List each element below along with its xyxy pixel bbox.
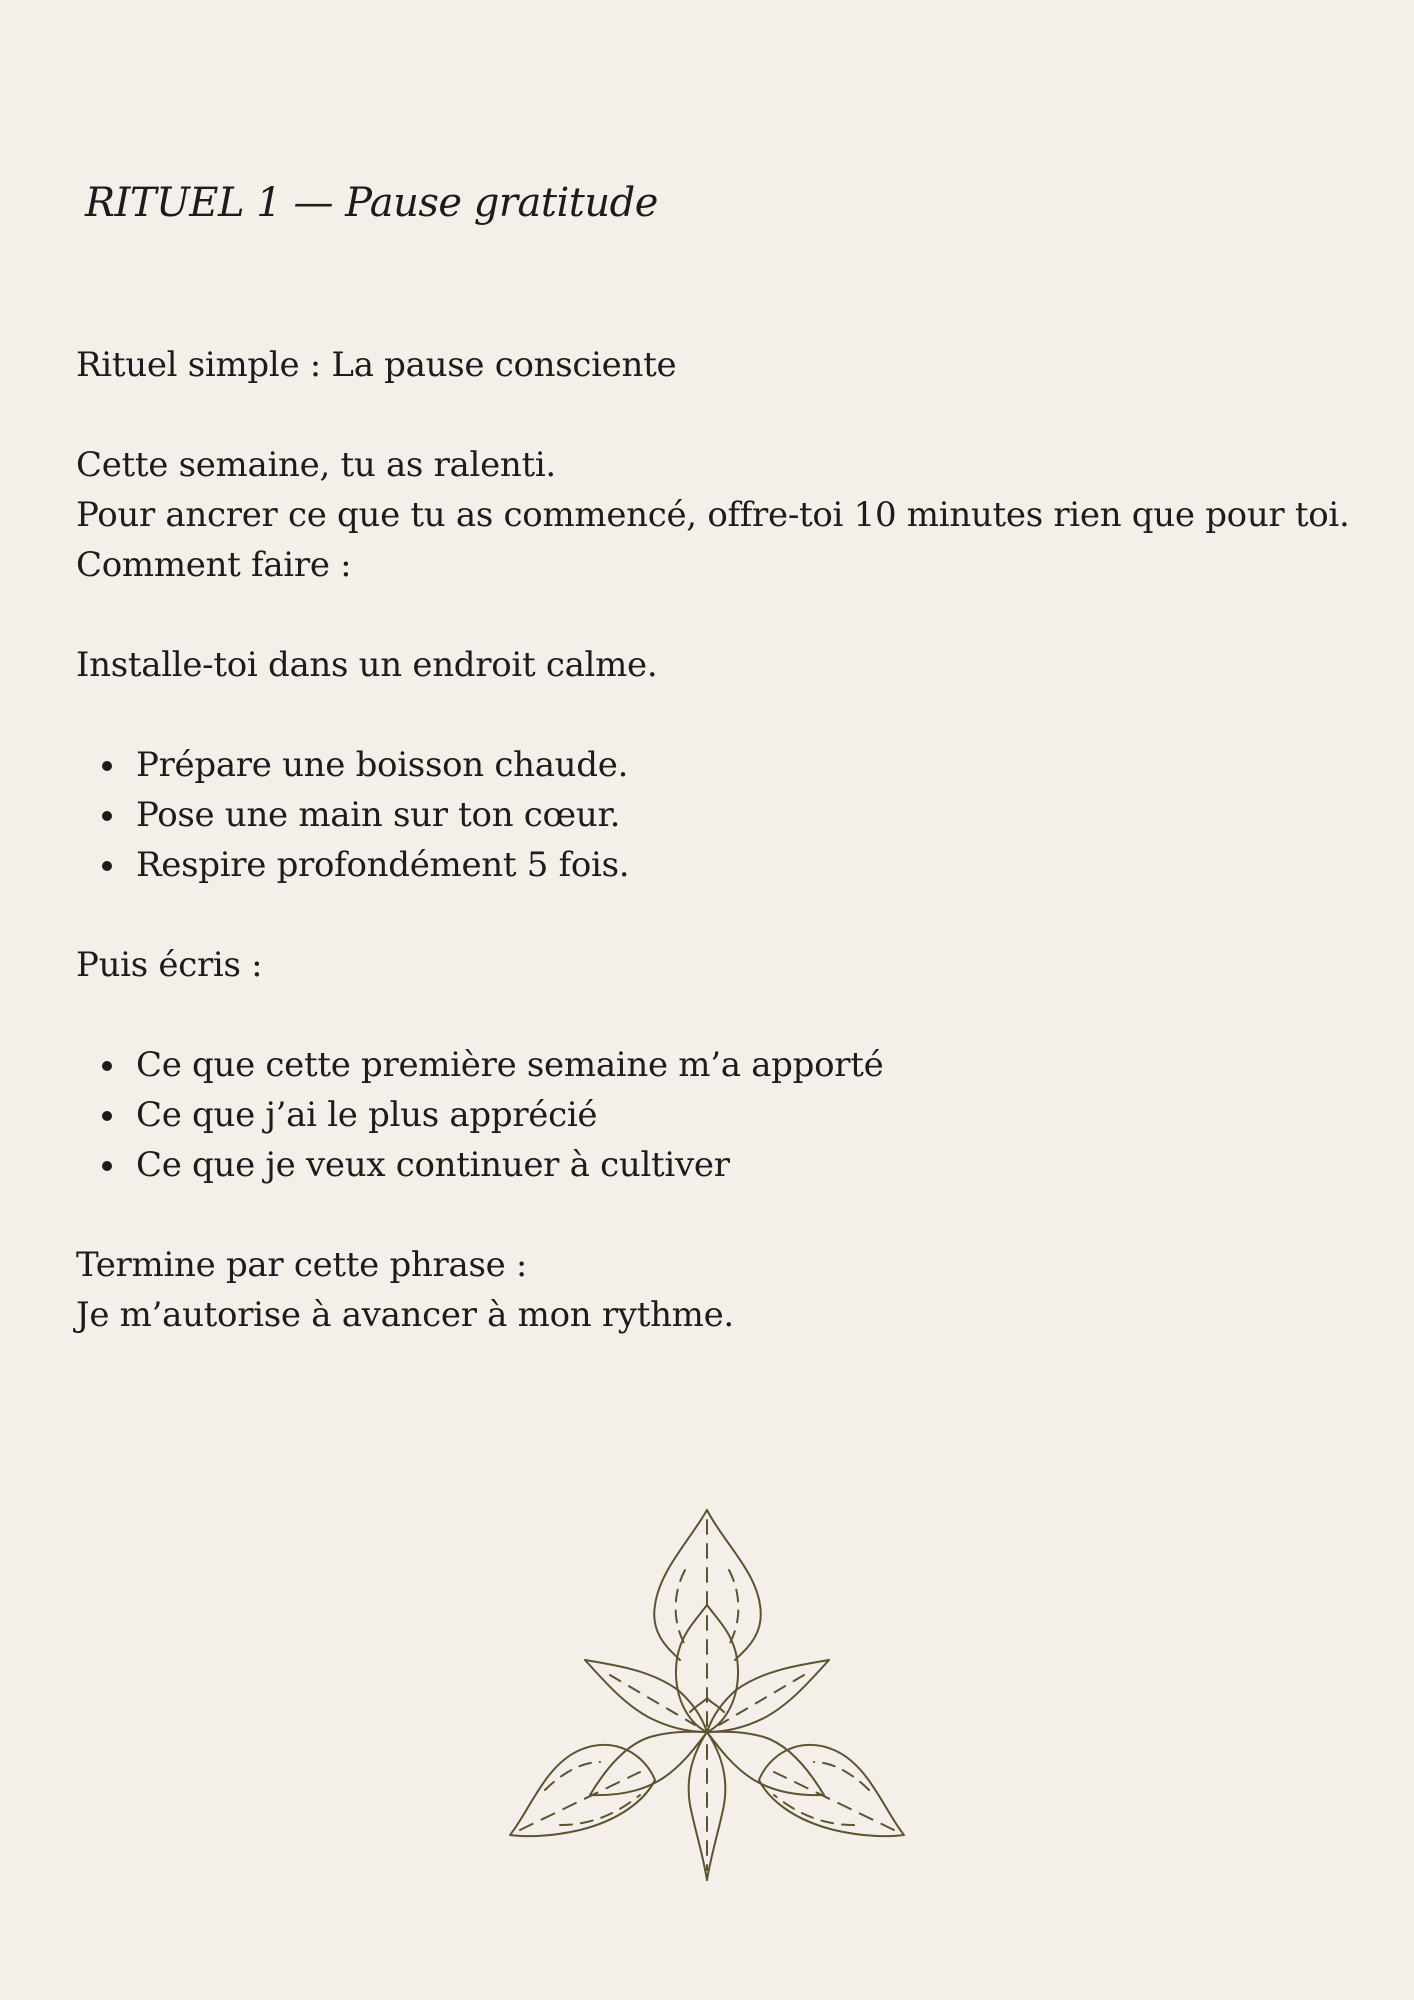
list-item: Ce que je veux continuer à cultiver [136, 1140, 1356, 1190]
page-title: RITUEL 1 — Pause gratitude [85, 180, 658, 226]
list-item: Respire profondément 5 fois. [136, 840, 1356, 890]
closing-phrase: Je m’autorise à avancer à mon rythme. [76, 1295, 734, 1335]
ritual-heading: Rituel simple : La pause consciente [76, 345, 677, 385]
intro-line: Comment faire : [76, 545, 352, 585]
spacer [76, 390, 1356, 440]
lotus-flower-icon [500, 1500, 920, 1890]
spacer [76, 890, 1356, 940]
closing-label: Termine par cette phrase : [76, 1245, 528, 1285]
write-label: Puis écris : [76, 945, 263, 985]
list-item: Ce que j’ai le plus apprécié [136, 1090, 1356, 1140]
ritual-content [76, 340, 1356, 1340]
intro-line: Pour ancrer ce que tu as commencé, offre-toi 10 minutes rien que pour toi. [76, 495, 1350, 535]
spacer [76, 690, 1356, 740]
spacer [76, 1190, 1356, 1240]
spacer [76, 590, 1356, 640]
intro-line: Cette semaine, tu as ralenti. [76, 445, 556, 485]
list-item: Ce que cette première semaine m’a apporté [136, 1040, 1356, 1090]
list-item: Pose une main sur ton cœur. [136, 790, 1356, 840]
list-item: Prépare une boisson chaude. [136, 740, 1356, 790]
prompts-list [76, 1040, 1356, 1190]
steps-list [76, 740, 1356, 890]
instruction-text: Installe-toi dans un endroit calme. [76, 645, 658, 685]
spacer [76, 990, 1356, 1040]
